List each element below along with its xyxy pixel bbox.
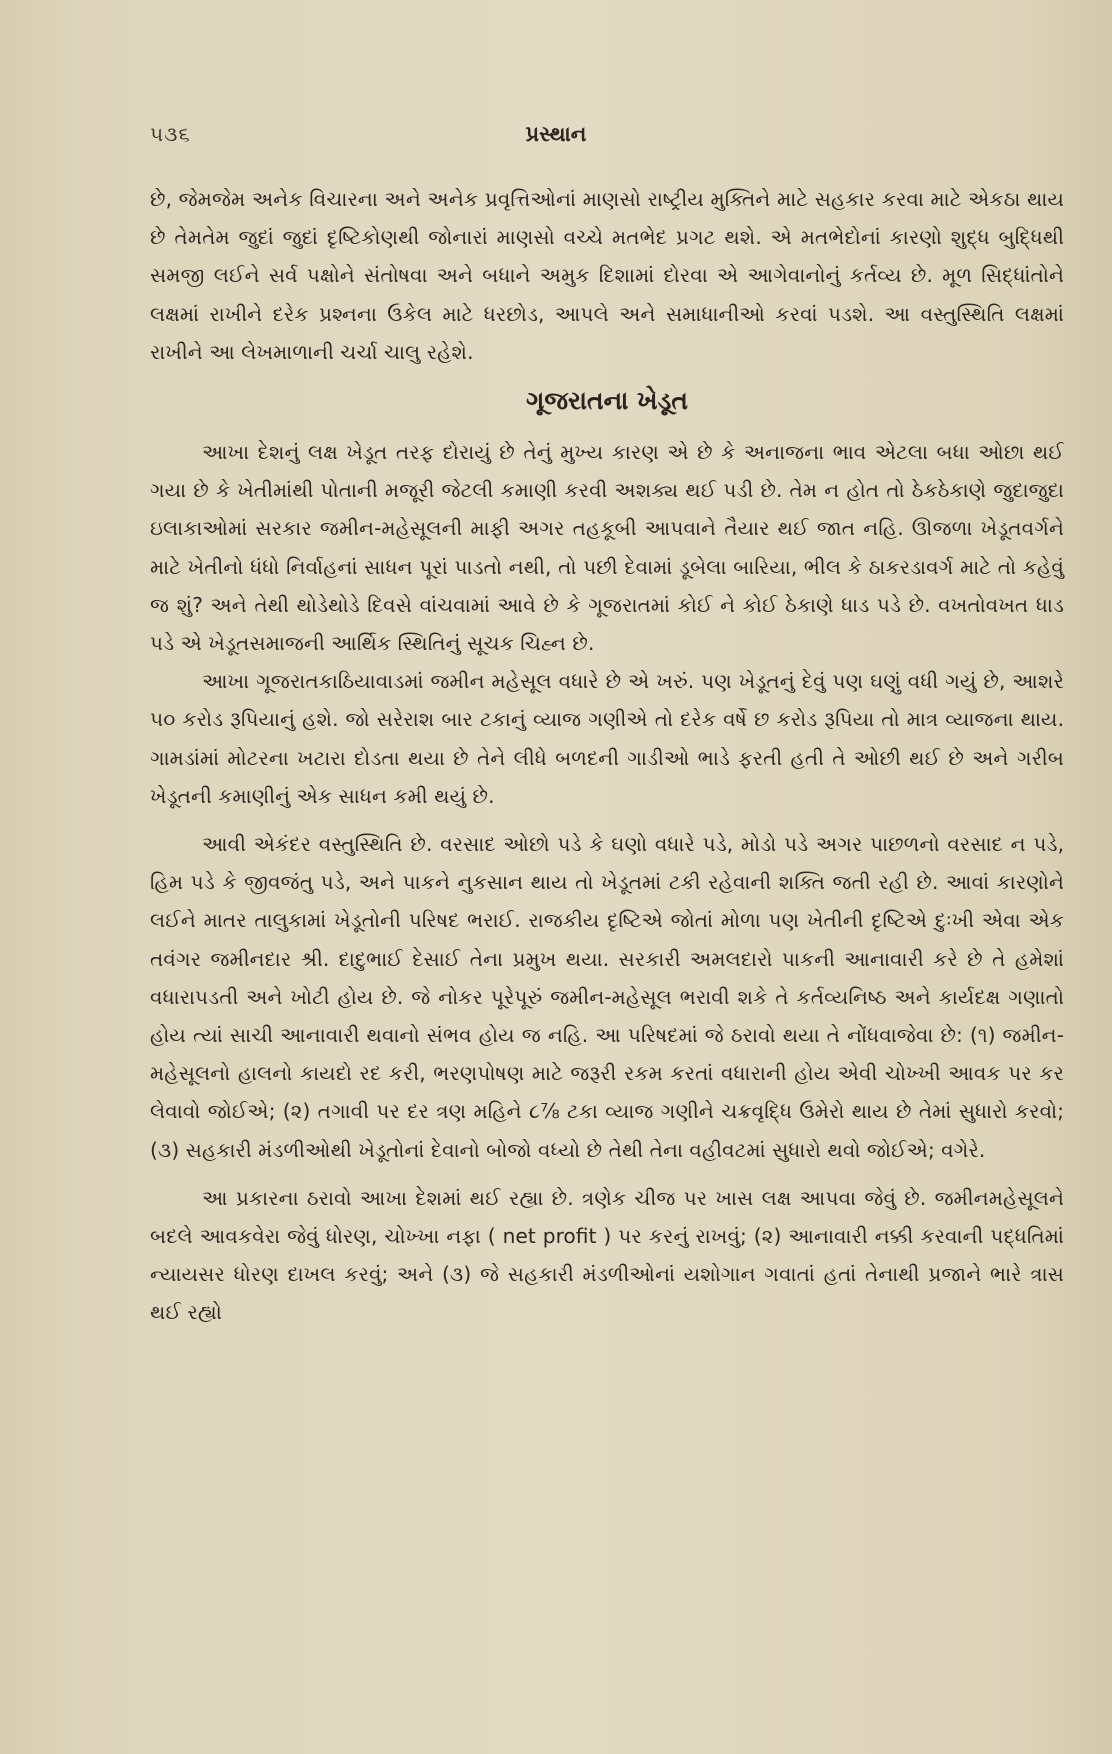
- intro-paragraph: છે, જેમજેમ અનેક વિચારના અને અનેક પ્રવૃત્તિઓનાં માણસો રાષ્ટ્રીય મુક્તિને માટે સહકાર કરવા માટે એકઠા થાય છે તેમતેમ જુદાં જુદાં દૃષ્ટિકોણથી જોનારાં માણસો વચ્ચે મતભેદ પ્રગટ થશે. એ મતભેદોનાં કારણો શુદ્ધ બુદ્ધિથી સમજી લઈને સર્વ પક્ષોને સંતોષવા અને બધાને અમુક દિશામાં દોરવા એ આગેવાનોનું કર્તવ્ય છે. મૂળ સિદ્ધાંતોને લક્ષમાં રાખીને દરેક પ્રશ્નના ઉકેલ માટે ધરછોડ, આપલે અને સમાધાનીઓ કરવાં પડશે. આ વસ્તુસ્થિતિ લક્ષમાં રાખીને આ લેખમાળાની ચર્ચા ચાલુ રહેશે.: [150, 187, 1064, 364]
- running-title: પ્રસ્થાન: [525, 122, 587, 146]
- body-text: [150, 180, 1064, 1332]
- paragraph: આવી એકંદર વસ્તુસ્થિતિ છે. વરસાદ ઓછો પડે કે ઘણો વધારે પડે, મોડો પડે અગર પાછળનો વરસાદ ન પડે, હિમ પડે કે જીવજંતુ પડે, અને પાકને નુકસાન થાય તો ખેડૂતમાં ટકી રહેવાની શક્તિ જતી રહી છે. આવાં કારણોને લઈને માતર તાલુકામાં ખેડૂતોની પરિષદ ભરાઈ. રાજકીય દૃષ્ટિએ જોતાં મોળા પણ ખેતીની દૃષ્ટિએ દુઃખી એવા એક તવંગર જમીનદાર શ્રી. દાદુભાઈ દેસાઈ તેના પ્રમુખ થયા. સરકારી અમલદારો પાકની આનાવારી કરે છે તે હમેશાં વધારાપડતી અને ખોટી હોય છે. જે નોકર પૂરેપૂરું જમીન-મહેસૂલ ભરાવી શકે તે કર્તવ્યનિષ્ઠ અને કાર્યદક્ષ ગણાતો હોય ત્યાં સાચી આનાવારી થવાનો સંભવ હોય જ નહિ. આ પરિષદમાં જે ઠરાવો થયા તે નોંધવાજેવા છે: (૧) જમીન-મહેસૂલનો હાલનો કાયદો રદ કરી, ભરણપોષણ માટે જરૂરી રકમ કરતાં વધારાની હોય એવી ચોખ્ખી આવક પર કર લેવાવો જોઈએ; (૨) તગાવી પર દર ત્રણ મહિને ૮⅞ ટકા વ્યાજ ગણીને ચક્રવૃદ્ધિ ઉમેરો થાય છે તેમાં સુધારો કરવો; (૩) સહકારી મંડળીઓથી ખેડૂતોનાં દેવાનો બોજો વધ્યો છે તેથી તેના વહીવટમાં સુધારો થવો જોઈએ; વગેરે.: [150, 832, 1064, 1162]
- paragraph: આખા ગૂજરાતકાઠિયાવાડમાં જમીન મહેસૂલ વધારે છે એ ખરું. પણ ખેડૂતનું દેવું પણ ઘણું વધી ગયું છે, આશરે ૫૦ કરોડ રૂપિયાનું હશે. જો સરેરાશ બાર ટકાનું વ્યાજ ગણીએ તો દરેક વર્ષે છ કરોડ રૂપિયા તો માત્ર વ્યાજના થાય. ગામડાંમાં મોટરના ખટારા દોડતા થયા છે તેને લીધે બળદની ગાડીઓ ભાડે ફરતી હતી તે ઓછી થઈ છે અને ગરીબ ખેડૂતની કમાણીનું એક સાધન કમી થયું છે.: [150, 669, 1064, 808]
- page-number: ૫૩૬: [150, 122, 191, 146]
- paragraph: આખા દેશનું લક્ષ ખેડૂત તરફ દોરાયું છે તેનું મુખ્ય કારણ એ છે કે અનાજના ભાવ એટલા બધા ઓછા થઈ ગયા છે કે ખેતીમાંથી પોતાની મજૂરી જેટલી કમાણી કરવી અશક્ય થઈ પડી છે. તેમ ન હોત તો ઠેકઠેકાણે જુદાજુદા ઇલાકાઓમાં સરકાર જમીન-મહેસૂલની માફી અગર તહકૂબી આપવાને તૈયાર થઈ જાત નહિ. ઊજળા ખેડૂતવર્ગને માટે ખેતીનો ધંધો નિર્વાહનાં સાધન પૂરાં પાડતો નથી, તો પછી દેવામાં ડૂબેલા બારિયા, ભીલ કે ઠાકરડાવર્ગ માટે તો કહેવું જ શું? અને તેથી થોડેથોડે દિવસે વાંચવામાં આવે છે કે ગૂજરાતમાં કોઈ ને કોઈ ઠેકાણે ધાડ પડે છે. વખતોવખત ધાડ પડે એ ખેડૂતસમાજની આર્થિક સ્થિતિનું સૂચક ચિહ્ન છે.: [150, 440, 1064, 656]
- page-header: [0, 122, 1112, 158]
- paragraph: આ પ્રકારના ઠરાવો આખા દેશમાં થઈ રહ્યા છે. ત્રણેક ચીજ પર ખાસ લક્ષ આપવા જેવું છે. જમીનમહેસૂલને બદલે આવકવેરા જેવું ધોરણ, ચોખ્ખા નફા ( net profit ) પર કરનું રાખવું; (૨) આનાવારી નક્કી કરવાની પદ્ધતિમાં ન્યાયસર ધોરણ દાખલ કરવું; અને (૩) જે સહકારી મંડળીઓનાં યશોગાન ગવાતાં હતાં તેનાથી પ્રજાને ભારે ત્રાસ થઈ રહ્યો: [150, 1185, 1064, 1325]
- section-heading: ગૂજરાતના ખેડૂત: [526, 386, 688, 416]
